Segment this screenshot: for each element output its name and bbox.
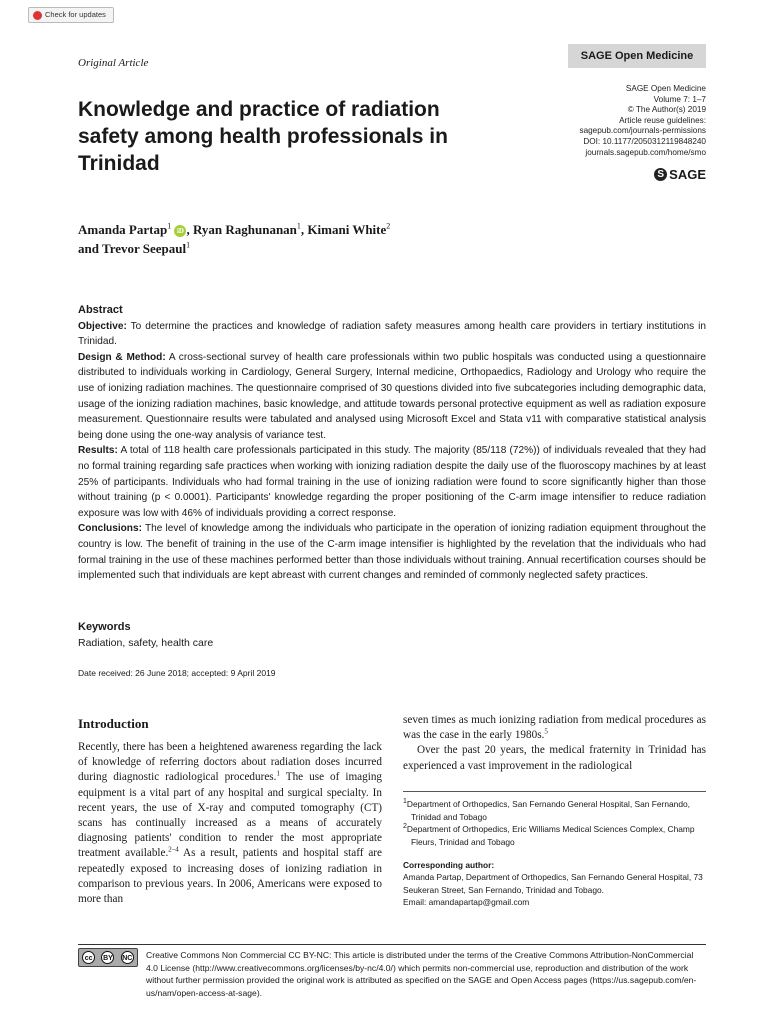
license-paragraph: Creative Commons Non Commercial CC BY-NC: This article is distributed under the terms of the Creative Commons Attribution-NonCommercial 4.0 License (http://www.creativecommons.org/licenses/by-nc/4.0/) which permits non-commercial use, reproduction and distribution of the work without further permission provided the original work is attributed as specified on the SAGE and Open Access pages (https://us.sagepub.com/en-us/nam/open-access-at-sage). (146, 950, 697, 998)
intro-text: Recently, there has been a heightened awareness regarding the lack of knowledge of referring doctors about radiation doses incurred during diagnostic radiological procedures. (78, 741, 382, 784)
results-text: A total of 118 health care professionals participated in this study. The majority (85/118 (72%)) of individuals revealed that they had no formal training regarding safe practices when working with ionizing radiation despite the daily use of the fluoroscopy machines by at least 25% of participants. Individuals who had formal training in the use of ionizing radiation were found to score significantly higher than those without training (p < 0.0001). Participants' knowledge regarding the proper positioning of the C-arm image intensifier to reduce radiation exposure was low with 46% of individuals providing a correct response. (78, 445, 706, 519)
journal-name-box: SAGE Open Medicine (568, 44, 706, 68)
author-name[interactable]: Kimani White (307, 222, 387, 237)
meta-volume: Volume 7: 1–7 (653, 94, 706, 104)
meta-journal: SAGE Open Medicine (625, 84, 706, 93)
nc-icon: NC (121, 951, 134, 964)
abstract-objective (78, 319, 706, 350)
objective-text: To determine the practices and knowledge of radiation safety measures among health care providers in tertiary institutions in Trinidad. (78, 320, 706, 348)
by-icon: BY (101, 951, 114, 964)
keywords-section (78, 620, 706, 651)
affiliation-marker: 2 (386, 221, 391, 231)
affiliation-marker: 1 (167, 221, 172, 231)
abstract-conclusions (78, 521, 706, 583)
citation-marker[interactable]: 1 (276, 769, 280, 778)
intro-paragraph: Over the past 20 years, the medical fraternity in Trinidad has experienced a vast improvement in the radiological (403, 744, 706, 772)
cc-license-badge[interactable] (78, 948, 138, 967)
sage-s-icon: S (654, 168, 667, 181)
conclusions-text: The level of knowledge among the individuals who participate in the operation of ionizing radiation equipment throughout the country is low. The benefit of training in the use of the C-arm image intensifier is highlighted by the revelation that the individuals who had formal training in the use of these machines performed better than those individuals without training. Annual recertification courses should be implemented such that individuals are kept abreast with current changes and reminded of commonly neglected safety practices. (78, 523, 706, 582)
meta-copyright: © The Author(s) 2019 (627, 105, 706, 115)
footnote-divider (403, 791, 706, 792)
affiliation-number: 1 (403, 798, 407, 806)
author-name[interactable]: Amanda Partap (78, 222, 168, 237)
conclusions-label: Conclusions: (78, 523, 142, 535)
article-title: Knowledge and practice of radiation safety among health professionals in Trinidad (78, 98, 448, 175)
intro-text: The use of imaging equipment is a vital part of any hospital and surgical specialty. In recent years, the use of X-ray and computed tomography (CT) scans has continually increased as a means of accurately diagnosing patients' condition to render the most appropriate treatment available. (78, 771, 383, 860)
author-name[interactable]: Trevor Seepaul (101, 241, 187, 256)
author-conjunction: and (78, 241, 102, 256)
abstract-section (78, 303, 706, 584)
objective-label: Objective: (78, 320, 127, 332)
affiliation-item (403, 823, 706, 848)
meta-doi[interactable]: DOI: 10.1177/2050312119848240 (583, 136, 706, 146)
affiliation-marker: 1 (296, 221, 301, 231)
orcid-icon[interactable]: iD (174, 225, 186, 237)
intro-paragraph (78, 740, 382, 907)
affiliations (403, 798, 706, 848)
corresponding-address: Amanda Partap, Department of Orthopedics, San Fernando General Hospital, 73 Seukeran Street, San Fernando, Trinidad and Tobago. (403, 872, 703, 895)
affiliation-text: Department of Orthopedics, Eric Williams Medical Sciences Complex, Champ Fleurs, Trinidad and Tobago (406, 824, 695, 847)
author-list: Amanda Partap$^1$ iD , Ryan Raghunanan$^1$, Kimani White$^2$ and Trevor Seepaul$^1$ (78, 221, 391, 256)
abstract-heading: Abstract (78, 304, 123, 316)
citation-marker[interactable]: 5 (544, 727, 548, 736)
abstract-results (78, 443, 706, 521)
design-text: A cross-sectional survey of health care professionals within two public hospitals was conducted using a questionnaire distributed to individuals working in Cardiology, General Surgery, Internal medicine, Orthopaedics, Radiology and Urology who require the use of ionizing radiation machines. The questionnaire comprised of 30 questions divided into five subcategories including demographic data, usage of the ionizing radiation machines, basic knowledge, and attitude towards personal protective equipment as well as radiation exposure measurement. Questionnaire results were tabulated and analysed using Microsoft Excel and Stata v11 with comparative statistical analysis being done using the one-way analysis of variance test. (78, 351, 706, 441)
body-column-right (403, 713, 706, 774)
affiliation-text: Department of Orthopedics, San Fernando General Hospital, San Fernando, Trinidad and Tobago (406, 799, 690, 822)
intro-text: As a result, patients and hospital staff are repeatedly exposed to increasing doses of ionizing radiation in comparison to previous years. In 2006, Americans were exposed to more than (78, 847, 382, 906)
corresponding-author (403, 859, 706, 909)
affiliation-marker: 1 (186, 240, 191, 250)
intro-paragraph-continued (403, 713, 706, 743)
meta-reuse-link[interactable]: sagepub.com/journals-permissions (579, 126, 706, 136)
meta-reuse: Article reuse guidelines: (619, 115, 706, 125)
check-for-updates-badge[interactable] (28, 7, 114, 23)
affiliation-number: 2 (403, 823, 407, 831)
meta-home-link[interactable]: journals.sagepub.com/home/smo (585, 147, 706, 157)
license-text (78, 949, 706, 999)
license-divider (78, 944, 706, 945)
keywords-list: Radiation, safety, health care (78, 636, 214, 649)
design-label: Design & Method: (78, 351, 166, 363)
corresponding-heading: Corresponding author: (403, 860, 495, 870)
intro-text: seven times as much ionizing radiation from medical procedures as was the case in the early 1980s. (403, 714, 706, 742)
abstract-design (78, 350, 706, 444)
update-icon (33, 11, 42, 20)
sage-logo-text: SAGE (669, 167, 706, 182)
article-type: Original Article (78, 57, 149, 69)
affiliation-item (403, 798, 706, 823)
sage-logo (654, 167, 706, 182)
author-name[interactable]: Ryan Raghunanan (192, 222, 297, 237)
results-label: Results: (78, 445, 118, 457)
keywords-heading: Keywords (78, 621, 131, 633)
date-received: Date received: 26 June 2018; accepted: 9 April 2019 (78, 668, 276, 678)
check-updates-label: Check for updates (45, 10, 106, 19)
corresponding-email[interactable]: Email: amandapartap@gmail.com (403, 897, 530, 908)
introduction-heading: Introduction (78, 716, 149, 731)
citation-marker[interactable]: 2–4 (168, 845, 179, 854)
article-metadata (579, 84, 706, 158)
cc-icon: cc (82, 951, 95, 964)
body-column-left (78, 740, 382, 907)
